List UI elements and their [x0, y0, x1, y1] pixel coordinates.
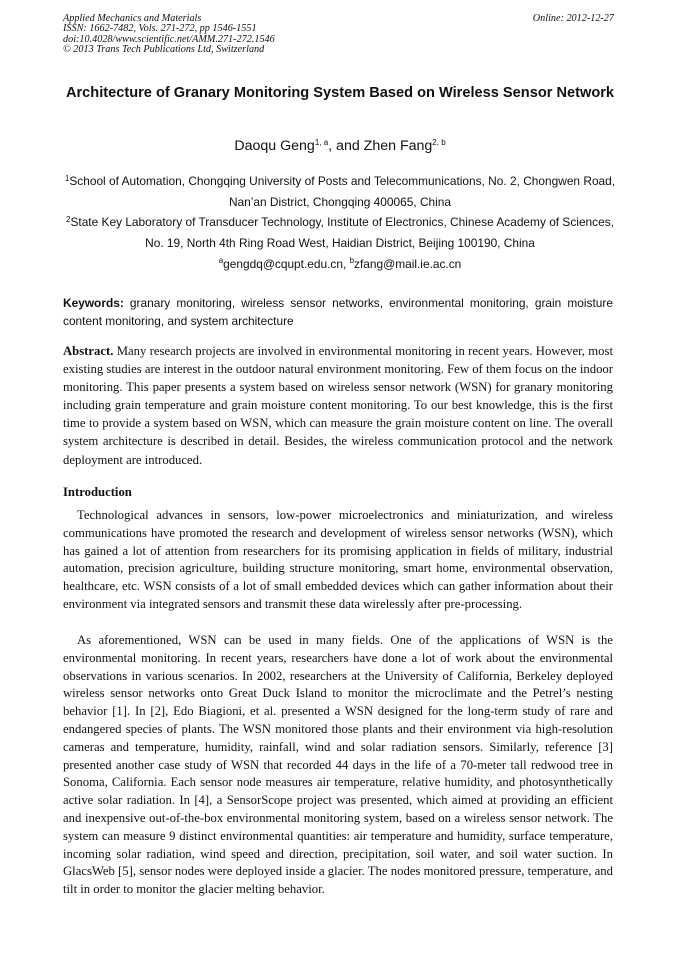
journal-header: [63, 14, 275, 56]
author-1-sup: 1, a: [314, 138, 329, 147]
email-line: [60, 255, 620, 273]
email-a-sup: a: [218, 256, 224, 265]
author-2: Zhen Fang: [363, 138, 433, 154]
abstract-label: Abstract.: [63, 344, 114, 358]
email-a: gengdq@cqupt.edu.cn: [223, 257, 343, 271]
author-joiner: , and: [328, 138, 364, 154]
keywords-label: Keywords:: [63, 296, 124, 310]
online-date: Online: 2012-12-27: [532, 13, 614, 24]
affiliation-2-text: State Key Laboratory of Transducer Technology, Institute of Electronics, Chinese Academy of Sciences, No. 19, North 4th Ring Road West, Haidian District, Beijing 100190, China: [70, 215, 614, 250]
intro-paragraph-2: As aforementioned, WSN can be used in many fields. One of the applications of WSN is the environmental monitoring. In recent years, researchers have done a lot of work about the environmental observations in various scenarios. In 2002, researchers at the University of California, Berkeley deployed wireless sensor networks onto Great Duck Island to monitor the microclimate and the Petrel’s nesting behavior [1]. In [2], Edo Biagioni, et al. presented a WSN designed for the long-term study of rare and endangered species of plants. The WSN monitored those plants and their environment via high-resolution cameras and temperature, humidity, rainfall, wind and solar radiation sensors. Similarly, reference [3] presented another case study of WSN that recorded 44 days in the life of a 70-meter tall redwood tree in Sonoma, California. Each sensor node measures air temperature, relative humidity, and photosynthetically active solar radiation. In [4], a SensorScope project was presented, which aimed at providing an efficient and inexpensive out-of-the-box environmental monitoring system, based on a wireless sensor network. The system can measure 9 distinct environmental quantities: air temperature and humidity, surface temperature, incoming solar radiation, wind speed and direction, precipitation, soil water, and soil water suction. In GlacsWeb [5], sensor nodes were deployed inside a glacier. The nodes monitored pressure, temperature, and tilt in order to monitor the glacier melting behavior.: [63, 633, 613, 897]
keywords: [63, 294, 613, 330]
abstract-text: Many research projects are involved in environmental monitoring in recent years. However, most existing studies are interest in the outdoor natural environment monitoring. Few of them focus on the indoor monitoring. This paper presents a system based on wireless sensor network (WSN) for granary monitoring including grain temperature and grain moisture content monitoring. To our best knowledge, this is the first time to provide a system based on WSN, which can measure the grain moisture content on line. The overall system architecture is described in detail. Besides, the wireless communication protocol and the network deployment are introduced.: [63, 344, 613, 467]
affiliation-1-sup: 1: [64, 174, 70, 183]
abstract: [63, 342, 613, 469]
keywords-text: granary monitoring, wireless sensor networks, environmental monitoring, grain moisture content monitoring, and system architecture: [63, 296, 613, 328]
author-line: [60, 137, 620, 155]
affiliation-2-sup: 2: [66, 215, 71, 224]
author-2-sup: 2, b: [432, 138, 446, 147]
issn-line: ISSN: 1662-7482, Vols. 271-272, pp 1546-1551: [63, 23, 257, 35]
section-heading-introduction: Introduction: [63, 485, 132, 499]
email-b: zfang@mail.ie.ac.cn: [354, 257, 462, 271]
affiliation-2: [60, 212, 620, 254]
intro-paragraph-1: Technological advances in sensors, low-power microelectronics and miniaturization, and wireless communications have promoted the research and development of wireless sensor networks (WSN), which has gained a lot of attention from researchers for its promising application in fields of military, industrial automation, precision agriculture, building structure monitoring, smart home, environmental observation, healthcare, etc. WSN consists of a lot of small embedded devices which can gather information about their environment via integrated sensors and transmit these data wirelessly after pre-processing.: [63, 508, 613, 611]
email-b-sup: b: [349, 256, 355, 265]
copyright-line: © 2013 Trans Tech Publications Ltd, Switzerland: [63, 44, 265, 56]
journal-name: Applied Mechanics and Materials: [63, 13, 202, 24]
affiliation-1-text: School of Automation, Chongqing University of Posts and Telecommunications, No. 2, Chongwen Road, Nan’an District, Chongqing 400065, China: [69, 174, 616, 209]
paper-title: Architecture of Granary Monitoring System Based on Wireless Sensor Network: [65, 85, 615, 101]
author-1: Daoqu Geng: [234, 138, 315, 154]
doi-line: doi:10.4028/www.scientific.net/AMM.271-272.1546: [63, 33, 275, 45]
email-sep: ,: [342, 257, 350, 271]
affiliation-1: [60, 171, 620, 213]
